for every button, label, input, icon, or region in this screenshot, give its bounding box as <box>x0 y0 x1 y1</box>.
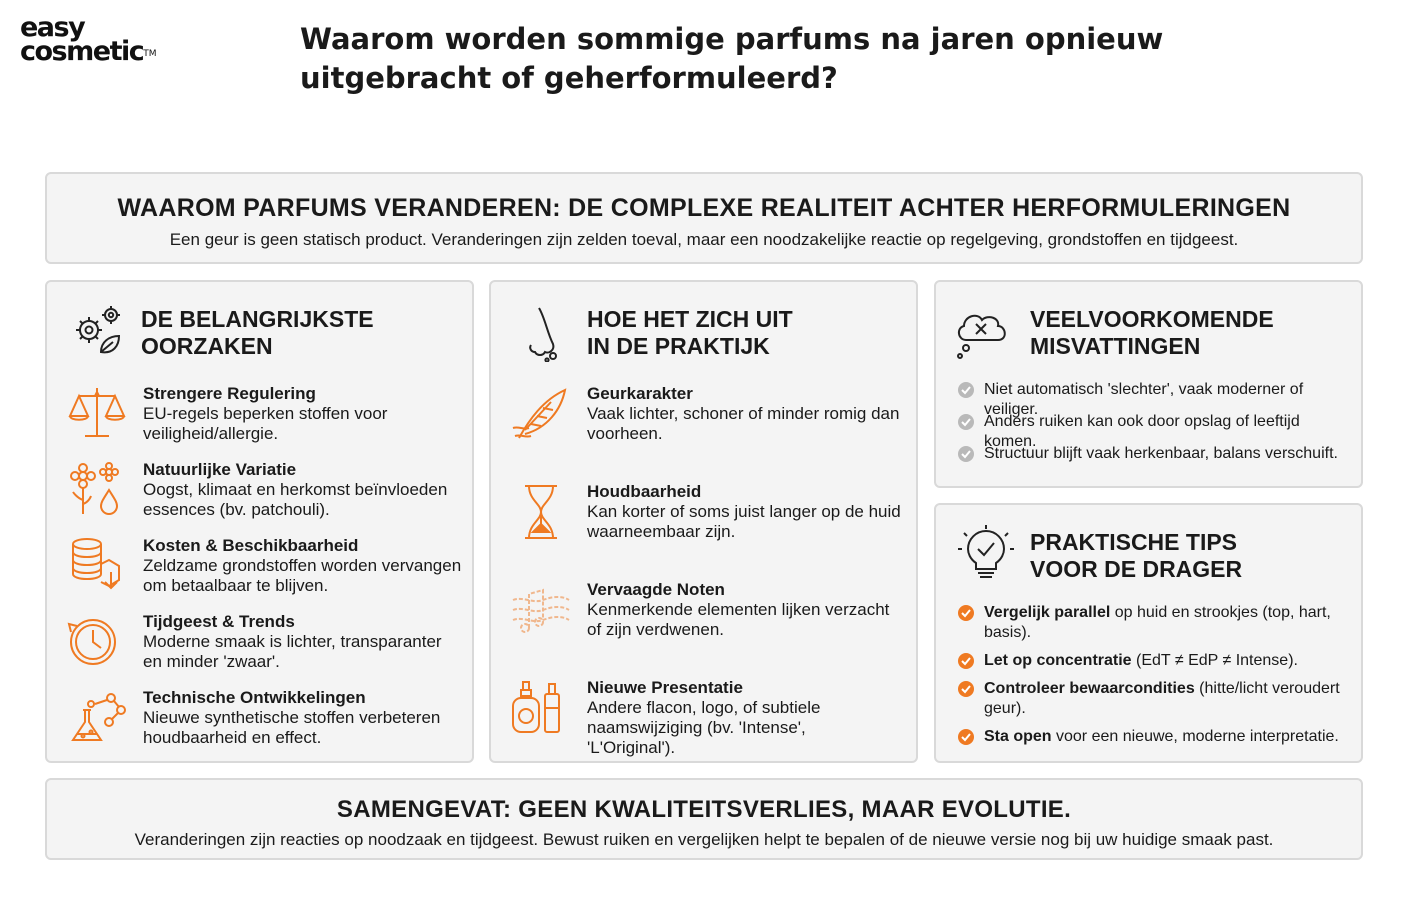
tip-rest: voor een nieuwe, moderne interpretatie. <box>1051 728 1339 745</box>
cloud-cross-icon <box>954 304 1014 364</box>
logo-line-1: easy <box>20 12 85 43</box>
logo-trademark: TM <box>143 49 157 59</box>
tip-rest: op huid en strookjes (top, hart, basis). <box>984 604 1331 641</box>
tip-rest: (hitte/licht veroudert geur). <box>984 680 1340 717</box>
causes-title-line2: OORZAKEN <box>141 333 273 359</box>
cause-title: Natuurlijke Variatie <box>143 460 297 479</box>
practice-desc: Kan korter of soms juist langer op de huid waarneembaar zijn. <box>587 502 901 541</box>
clock-icon <box>65 612 129 672</box>
practice-desc: Vaak lichter, schoner of minder romig dan voorheen. <box>587 404 900 443</box>
practice-title: Houdbaarheid <box>587 482 702 501</box>
feather-icon <box>509 384 573 444</box>
summary-footer <box>45 778 1363 860</box>
tip-text <box>984 727 1354 747</box>
tip-rest: (EdT ≠ EdP ≠ Intense). <box>1131 652 1298 669</box>
grey-check-icon <box>958 414 974 430</box>
banner-subtitle: Een geur is geen statisch product. Veranderingen zijn zelden toeval, maar een noodzakelijke reactie op regelgeving, grondstoffen en tijdgeest. <box>169 230 1239 249</box>
causes-panel <box>45 280 474 763</box>
misconceptions-title-line1: VEELVOORKOMENDE <box>1030 306 1274 332</box>
logo-line-2: cosmetic <box>20 36 144 67</box>
tips-title-line2: VOOR DE DRAGER <box>1030 556 1243 582</box>
flowers-icon <box>65 460 129 520</box>
practice-title: Nieuwe Presentatie <box>587 678 743 697</box>
practice-title-line1: HOE HET ZICH UIT <box>587 306 793 332</box>
tips-title <box>1030 529 1340 583</box>
lab-flask-icon <box>65 688 129 748</box>
cause-desc: Nieuwe synthetische stoffen verbeteren houdbaarheid en effect. <box>143 708 441 747</box>
practice-title: Geurkarakter <box>587 384 693 403</box>
grey-check-icon <box>958 382 974 398</box>
footer-text: Veranderingen zijn reacties op noodzaak en tijdgeest. Bewust ruiken en vergelijken helpt te bepalen of de nieuwe versie nog bij uw huidige smaak past. <box>134 830 1274 849</box>
practice-desc: Kenmerkende elementen lijken verzacht of zijn verdwenen. <box>587 600 890 639</box>
misconception-text: Niet automatisch 'slechter', vaak moderner of veiliger. <box>984 381 1304 418</box>
practice-panel <box>489 280 918 763</box>
causes-title-line1: DE BELANGRIJKSTE <box>141 306 374 332</box>
cause-desc: Moderne smaak is lichter, transparanter en minder 'zwaar'. <box>143 632 442 671</box>
misconception-text: Anders ruiken kan ook door opslag of leeftijd komen. <box>984 413 1300 450</box>
hourglass-icon <box>509 482 573 542</box>
scales-icon <box>65 384 129 444</box>
tip-bold: Controleer bewaarcondities <box>984 680 1195 697</box>
misconceptions-title <box>1030 306 1340 360</box>
practice-title-line2: IN DE PRAKTIJK <box>587 333 770 359</box>
orange-check-icon <box>958 605 974 621</box>
perfume-bottles-icon <box>509 678 573 738</box>
practice-desc: Andere flacon, logo, of subtiele naamswijziging (bv. 'Intense', 'L'Original'). <box>587 698 821 757</box>
cause-desc: EU-regels beperken stoffen voor veiligheid/allergie. <box>143 404 388 443</box>
lightbulb-icon <box>956 523 1016 583</box>
practice-title: Vervaagde Noten <box>587 580 725 599</box>
misconceptions-title-line2: MISVATTINGEN <box>1030 333 1201 359</box>
cause-title: Technische Ontwikkelingen <box>143 688 366 707</box>
coins-icon <box>65 536 129 596</box>
causes-title <box>141 306 451 360</box>
brand-logo <box>20 12 157 67</box>
misconceptions-panel <box>934 280 1363 488</box>
cause-title: Kosten & Beschikbaarheid <box>143 536 359 555</box>
tip-bold: Vergelijk parallel <box>984 604 1111 621</box>
tips-panel <box>934 503 1363 763</box>
gears-leaf-icon <box>67 302 127 362</box>
cause-desc: Zeldzame grondstoffen worden vervangen om betaalbaar te blijven. <box>143 556 462 595</box>
misconception-text: Structuur blijft vaak herkenbaar, balans verschuift. <box>984 445 1338 462</box>
grey-check-icon <box>958 446 974 462</box>
tip-bold: Let op concentratie <box>984 652 1132 669</box>
orange-check-icon <box>958 729 974 745</box>
cause-desc: Oogst, klimaat en herkomst beïnvloeden essences (bv. patchouli). <box>143 480 448 519</box>
orange-check-icon <box>958 681 974 697</box>
cause-title: Tijdgeest & Trends <box>143 612 295 631</box>
nose-icon <box>511 302 571 362</box>
tip-text <box>984 679 1354 719</box>
tip-bold: Sta open <box>984 728 1052 745</box>
cause-title: Strengere Regulering <box>143 384 316 403</box>
page-title: Waarom worden sommige parfums na jaren opnieuw uitgebracht of geherformuleerd? <box>300 22 1164 95</box>
tip-text <box>984 603 1354 643</box>
tip-text <box>984 651 1354 671</box>
tips-title-line1: PRAKTISCHE TIPS <box>1030 529 1238 555</box>
orange-check-icon <box>958 653 974 669</box>
intro-banner <box>45 172 1363 264</box>
music-notes-icon <box>509 580 573 640</box>
banner-title: WAAROM PARFUMS VERANDEREN: DE COMPLEXE REALITEIT ACHTER HERFORMULERINGEN <box>117 194 1291 222</box>
footer-title: SAMENGEVAT: GEEN KWALITEITSVERLIES, MAAR EVOLUTIE. <box>336 796 1072 823</box>
practice-title <box>587 306 897 360</box>
